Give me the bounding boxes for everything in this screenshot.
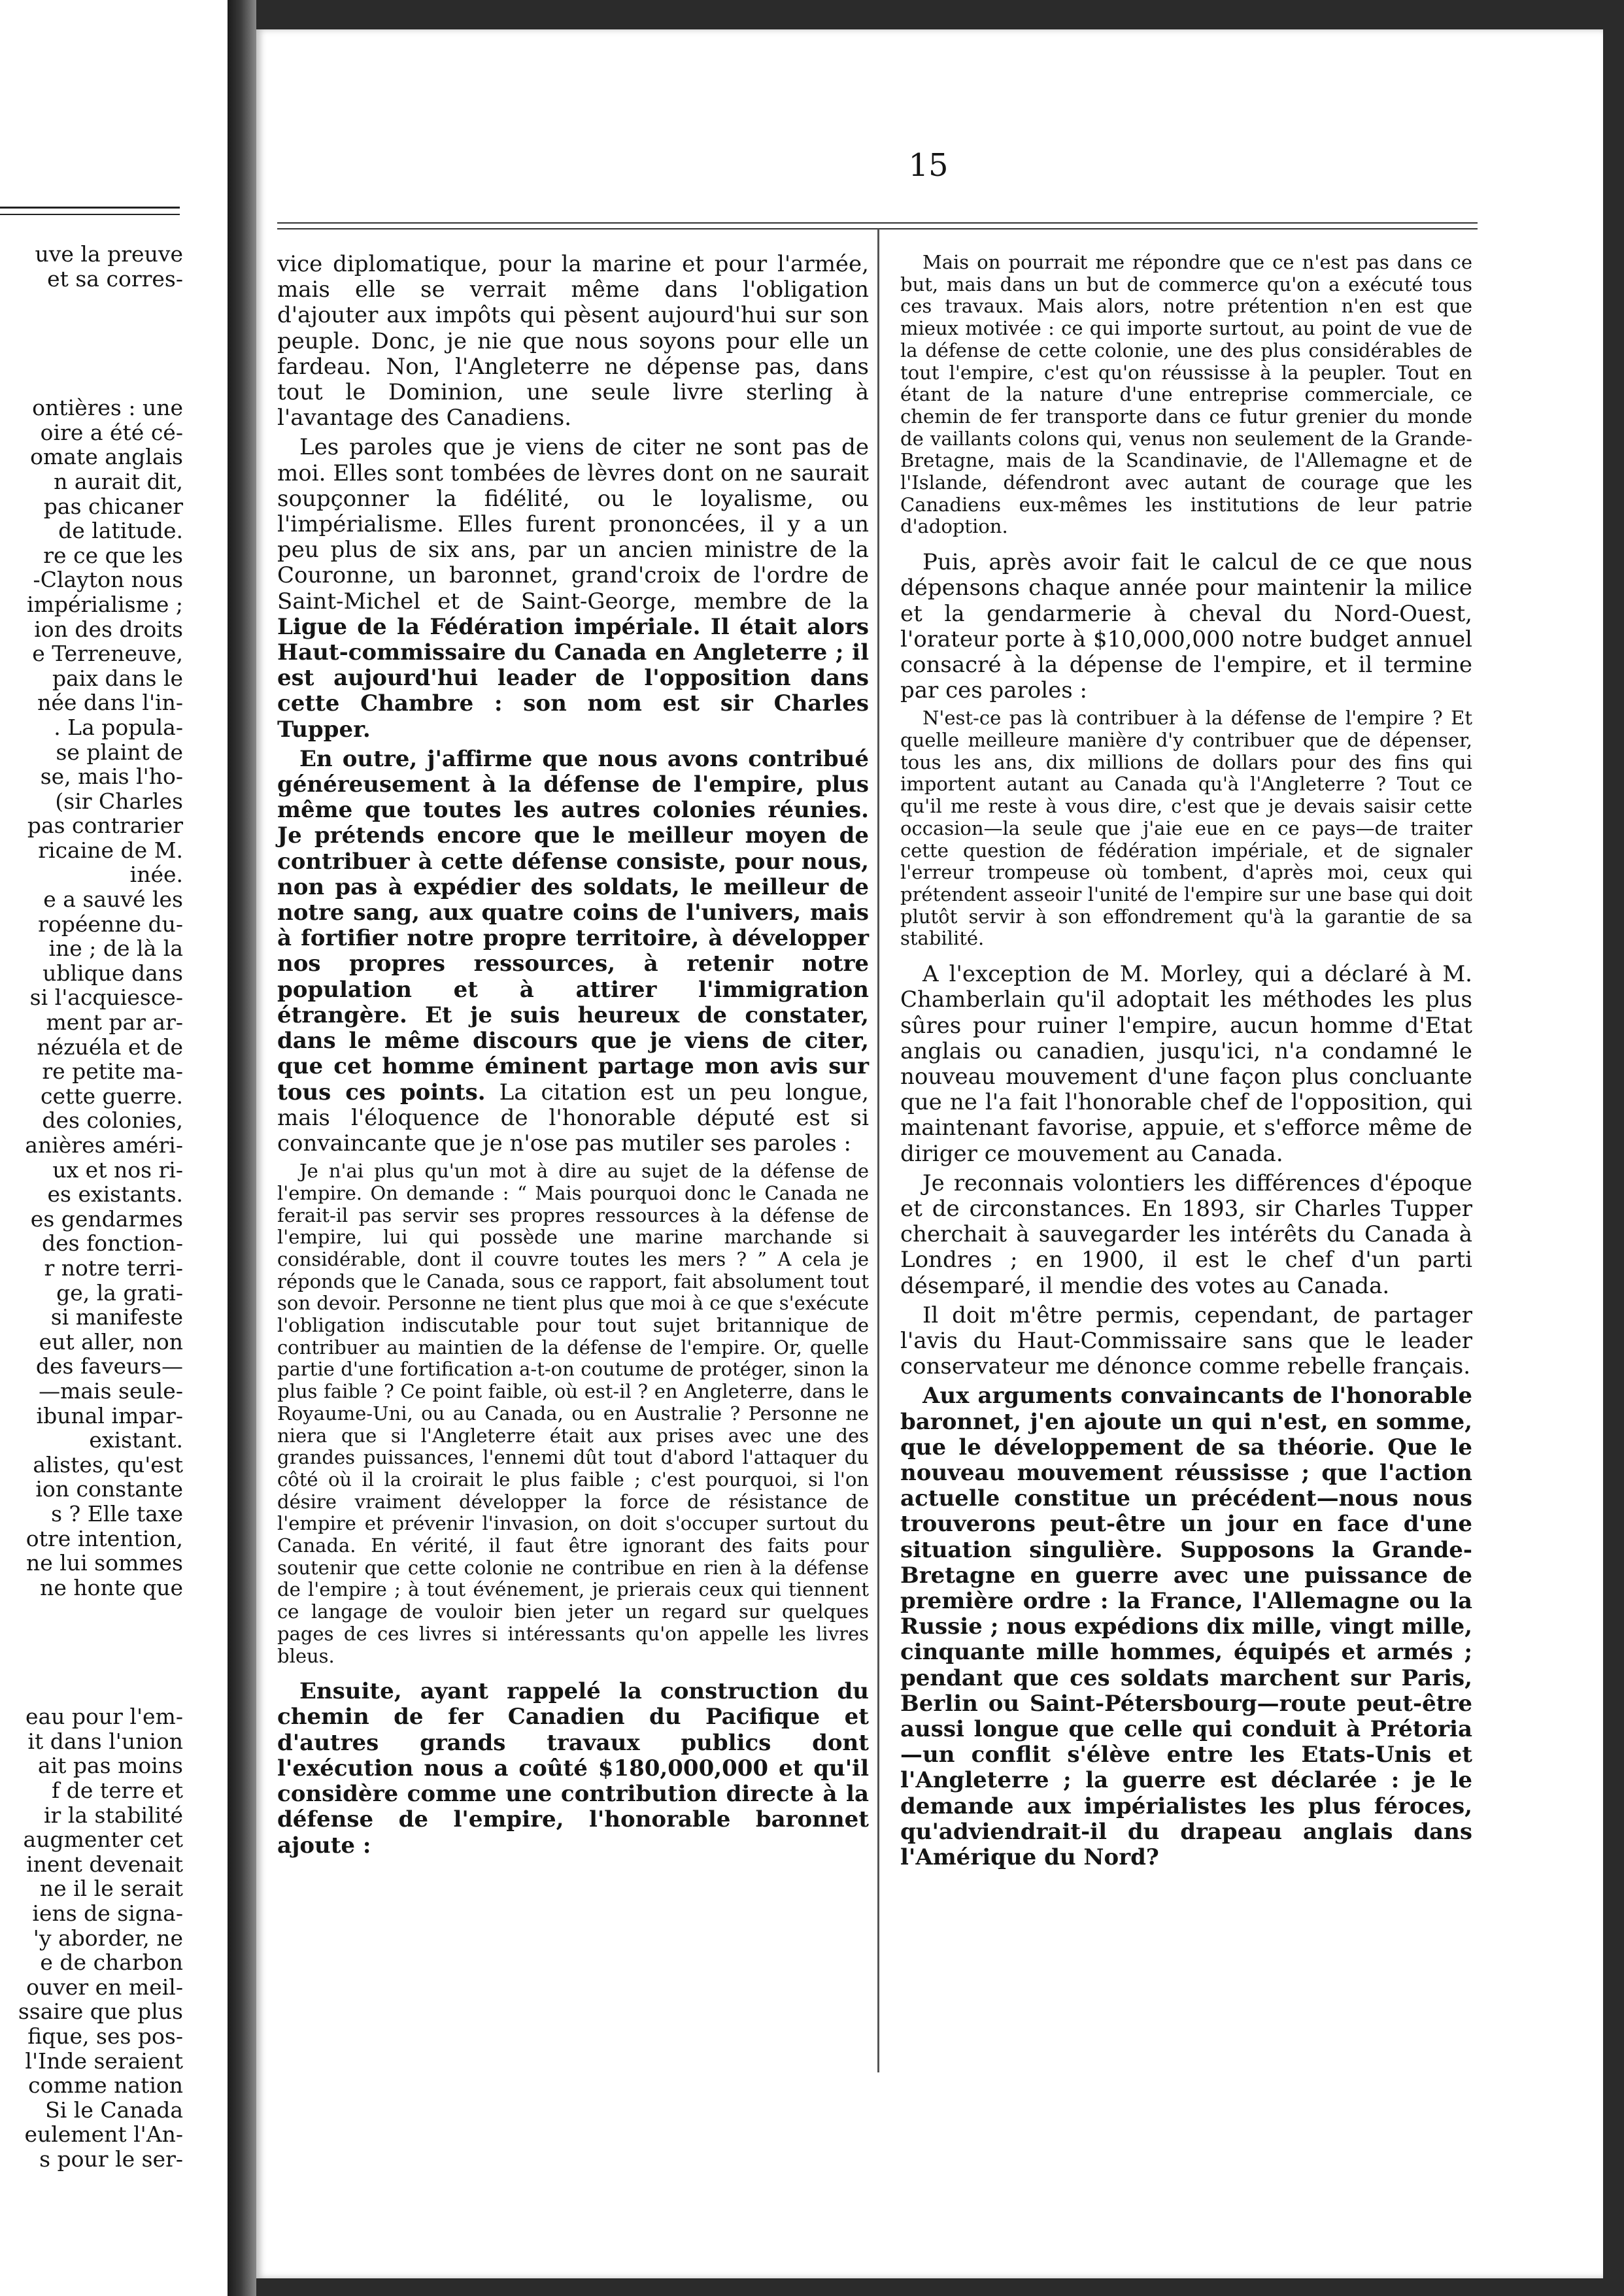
block-quote <box>277 1160 869 1667</box>
facing-page-line: ne honte que <box>40 1574 183 1600</box>
facing-page-line: e a sauvé les <box>43 886 183 913</box>
facing-page-line: inent devenait <box>26 1851 183 1877</box>
facing-page-text <box>0 242 183 2172</box>
paragraph-part: La citation est un peu longue, mais l'éloquence de l'honorable député est si convaincante que je n'ose pas mutiler ses paroles : <box>277 1079 869 1156</box>
facing-page-line: oire a été cé- <box>40 419 183 445</box>
facing-page-line: ment par ar- <box>46 1009 183 1036</box>
facing-page-line: —mais seule- <box>39 1377 183 1404</box>
page-number: 15 <box>908 147 949 184</box>
right-column <box>900 252 1472 1874</box>
facing-page-line: eau pour l'em- <box>25 1704 183 1730</box>
facing-page-line: n aurait dit, <box>54 468 183 494</box>
facing-page-line: ropéenne du- <box>38 911 183 937</box>
facing-page-line: eut aller, non <box>39 1328 183 1355</box>
facing-page-line: se plaint de <box>56 739 183 765</box>
block-quote <box>900 707 1472 950</box>
facing-page-line: ir la stabilité <box>44 1802 183 1828</box>
facing-page-line: uve la preuve <box>35 241 183 267</box>
facing-page-line: re ce que les <box>43 542 183 568</box>
facing-page-line: ibunal impar- <box>36 1402 183 1428</box>
paragraph-part-bold: En outre, j'affirme que nous avons contribué généreusement à la défense de l'empire, plus même que toutes les autres colonies réunies. Je prétends encore que le meilleur moyen de contribuer à cette défense consiste, pour nous, non pas à expédier des soldats, le meilleur de notre sang, aux quatre coins de l'univers, mais à fortifier notre propre territoire, à développer nos propres ressources, à retenir notre population et à attirer l'immigration étrangère. Et je suis heureux de constater, dans le même discours que je viens de citer, que cet homme éminent partage mon avis sur tous ces points. <box>277 745 869 1106</box>
facing-page-line: née dans l'in- <box>37 690 183 716</box>
facing-page-line: s ? Elle taxe <box>51 1500 183 1527</box>
facing-page-line: des faveurs— <box>35 1353 183 1379</box>
facing-page-line: 'y aborder, ne <box>33 1925 183 1951</box>
facing-page-line: f de terre et <box>52 1778 183 1804</box>
facing-page-line: re petite ma- <box>42 1058 183 1085</box>
facing-page-line: ne il le serait <box>39 1876 183 1902</box>
facing-page-line: ge, la grati- <box>56 1279 183 1306</box>
facing-page-line: iens de signa- <box>32 1900 183 1927</box>
facing-page-line: ontières : une <box>32 395 183 421</box>
facing-page <box>0 0 228 2296</box>
facing-page-line: (sir Charles <box>55 788 183 814</box>
facing-page-line: e de charbon <box>40 1950 183 1976</box>
facing-page-line: paix dans le <box>52 665 183 691</box>
facing-page-line: inée. <box>129 862 183 888</box>
paragraph: Il doit m'être permis, cependant, de partager l'avis du Haut-Commissaire sans que le leader conservateur me dénonce comme rebelle français. <box>900 1302 1472 1380</box>
facing-page-gap <box>0 291 183 396</box>
facing-page-line: cette guerre. <box>40 1083 183 1109</box>
facing-page-line: de latitude. <box>58 518 183 544</box>
facing-page-line: eulement l'An- <box>24 2121 183 2148</box>
facing-page-line: otre intention, <box>25 1525 183 1551</box>
facing-page-line: omate anglais <box>30 444 183 470</box>
facing-page-line: ux et nos ri- <box>52 1156 183 1183</box>
facing-page-line: ion constante <box>35 1476 183 1502</box>
facing-page-line: -Clayton nous <box>33 567 183 593</box>
facing-page-line: fique, ses pos- <box>27 2023 183 2049</box>
facing-page-line: existant. <box>89 1427 183 1453</box>
paragraph <box>277 747 869 1156</box>
paragraph: Puis, après avoir fait le calcul de ce que nous dépensons chaque année pour maintenir la milice et la gendarmerie à cheval du Nord-Ouest, l'orateur porte à $10,000,000 notre budget annuel consacré à la dépense de l'empire, et il termine par ces paroles : <box>900 549 1472 704</box>
facing-page-line: augmenter cet <box>23 1827 183 1853</box>
facing-page-line: es existants. <box>47 1181 183 1207</box>
facing-page-line: l'Inde seraient <box>25 2048 183 2074</box>
quote-text: Mais on pourrait me répondre que ce n'est pas dans ce but, mais dans un but de commerce qu'on a exécuté tous ces travaux. Mais alors, notre prétention n'en est que mieux motivée : ce qui importe surtout, au point de vue de la défense de cette colonie, une des plus considérables de tout l'empire, c'est qu'on réussisse à la peupler. Tout en étant de la nature d'une entreprise commerciale, ce chemin de fer transporte dans ce futur grenier du monde de vaillants colons qui, venus non seulement de la Grande-Bretagne, mais de la Scandinavie, de l'Allemagne et de l'Islande, défendront avec autant de courage que les Canadiens eux-mêmes les institutions de leur patrie d'adoption. <box>900 251 1472 538</box>
facing-page-line: impérialisme ; <box>27 591 183 617</box>
paragraph: Ensuite, ayant rappelé la construction du chemin de fer Canadien du Pacifique et d'autres grands travaux publics dont l'exécution nous a coûté $180,000,000 et qu'il considère comme une contribution directe à la défense de l'empire, l'honorable baronnet ajoute : <box>277 1678 869 1859</box>
facing-page-line: ait pas moins <box>37 1753 183 1779</box>
block-quote <box>900 252 1472 538</box>
paragraph-part: Les paroles que je viens de citer ne sont pas de moi. Elles sont tombées de lèvres dont on ne saurait soupçonner la fidélité, ou le loyalisme, ou l'impérialisme. Elles furent prononcées, il y a un peu plus de six ans, par un ancien ministre de la Couronne, un baronnet, grand'croix de l'ordre de Saint-Michel et de Saint-George, membre de la <box>277 434 869 615</box>
facing-page-line: et sa corres- <box>47 265 183 292</box>
facing-page-line: si l'acquiesce- <box>29 985 183 1011</box>
facing-page-line: s pour le ser- <box>39 2146 183 2172</box>
facing-page-line: es gendarmes <box>30 1206 183 1232</box>
paragraph-part-bold: Ligue de la Fédération impériale. Il était alors Haut-commissaire du Canada en Angleterre ; il est aujourd'hui leader de l'opposition dans cette Chambre : son nom est sir Charles Tupper. <box>277 613 869 743</box>
facing-page-line: Si le Canada <box>45 2097 183 2123</box>
facing-page-line: ouver en meil- <box>26 1974 183 2000</box>
paragraph: vice diplomatique, pour la marine et pour l'armée, mais elle se verrait même dans l'obligation d'ajouter aux impôts qui pèsent aujourd'hui sur son peuple. Donc, je nie que nous soyons pour elle un fardeau. Non, l'Angleterre ne dépense pas, dans tout le Dominion, une seule livre sterling à l'avantage des Canadiens. <box>277 251 869 431</box>
facing-page-line: nézuéla et de <box>37 1034 183 1060</box>
facing-page-line: ne lui sommes <box>26 1550 183 1576</box>
facing-page-line: des colonies, <box>42 1107 183 1134</box>
facing-page-line: ublique dans <box>42 960 183 986</box>
facing-page-rule <box>0 207 180 215</box>
facing-page-line: pas contrarier <box>27 813 183 839</box>
paragraph <box>277 435 869 742</box>
facing-page-line: comme nation <box>28 2072 183 2099</box>
facing-page-line: ricaine de M. <box>38 837 183 863</box>
main-page <box>256 29 1603 2278</box>
left-column <box>277 252 869 1863</box>
facing-page-line: ion des droits <box>34 616 183 642</box>
facing-page-line: it dans l'union <box>27 1728 183 1754</box>
facing-page-line: . La popula- <box>54 714 183 740</box>
paragraph: A l'exception de M. Morley, qui a déclaré à M. Chamberlain qu'il adoptait les méthodes les plus sûres pour ruiner l'empire, aucun homme d'Etat anglais ou canadien, jusqu'ici, n'a condamné le nouveau mouvement d'une façon plus concluante que ne l'a fait l'honorable chef de l'opposition, qui maintenant favorise, appuie, et s'efforce même de diriger ce mouvement au Canada. <box>900 961 1472 1167</box>
column-divider <box>877 229 879 2072</box>
facing-page-line: anières améri- <box>25 1132 183 1158</box>
quote-text: N'est-ce pas là contribuer à la défense de l'empire ? Et quelle meilleure manière d'y contribuer que de dépenser, tous les ans, dix millions de dollars pour des fins qui importent autant au Canada qu'à l'Angleterre ? Tout ce qu'il me reste à vous dire, c'est que je devais saisir cette occasion—la seule que j'aie eue en ce pays—de traiter cette question de fédération impériale, et de signaler l'erreur trompeuse où tombent, d'après moi, ceux qui prétendent asseoir l'unité de l'empire sur une base qui doit plutôt servir à son effondrement qu'à la garantie de sa stabilité. <box>900 707 1472 950</box>
facing-page-line: ssaire que plus <box>18 1999 183 2025</box>
book-gutter <box>228 0 256 2296</box>
quote-text: Je n'ai plus qu'un mot à dire au sujet de la défense de l'empire. On demande : “ Mais pourquoi donc le Canada ne ferait-il pas servir ses propres ressources à la défense de l'empire, lui qui possède une marine marchande si considérable, dont il couvre toutes les mers ? ” A cela je réponds que le Canada, sous ce rapport, fait absolument tout son devoir. Personne ne tient plus que moi à ce que s'exécute l'obligation indiscutable pour tout sujet britannique de contribuer au maintien de la défense de l'empire. Or, quelle partie d'une fortification a-t-on coutume de protéger, sinon la plus faible ? Ce point faible, où est-il ? en Angleterre, dans le Royaume-Uni, ou au Canada, ou en Australie ? Personne ne niera que si l'Angleterre était aux prises avec une des grandes puissances, l'ennemi dût tout d'abord l'attaquer du côté où il la croirait le plus faible ; c'est pourquoi, si l'on désire vraiment développer la force de résistance de l'empire et prévenir l'invasion, on doit s'occuper surtout du Canada. En vérité, il faut être ignorant des faits pour soutenir que cette colonie ne contribue en rien à la défense de l'empire ; à tout événement, je prierais ceux qui tiennent ce langage de vouloir bien jeter un regard sur quelques pages de ces livres si intéressants qu'on appelle les livres bleus. <box>277 1160 869 1667</box>
facing-page-line: des fonction- <box>42 1230 183 1257</box>
facing-page-line: se, mais l'ho- <box>40 764 183 790</box>
paragraph: Aux arguments convaincants de l'honorable baronnet, j'en ajoute un qui n'est, en somme, que le développement de sa théorie. Que le nouveau mouvement réussisse ; que l'action actuelle constitue un précédent—nous nous trouverons peut-être un jour en face d'une situation singulière. Supposons la Grande-Bretagne en guerre avec une puissance de première ordre : la France, l'Allemagne ou la Russie ; nous expédions dix mille, vingt mille, cinquante mille hommes, équipés et armés ; pendant que ces soldats marchent sur Paris, Berlin ou Saint-Pétersbourg—route peut-être aussi longue que celle qui conduit à Prétoria—un conflit s'élève entre les Etats-Unis et l'Angleterre ; la guerre est déclarée : je le demande aux impérialistes les plus féroces, qu'adviendrait-il du drapeau anglais dans l'Amérique du Nord? <box>900 1383 1472 1870</box>
facing-page-line: e Terreneuve, <box>32 641 183 667</box>
facing-page-line: si manifeste <box>50 1304 183 1330</box>
facing-page-line: pas chicaner <box>43 493 183 519</box>
paragraph: Je reconnais volontiers les différences d'époque et de circonstances. En 1893, sir Charles Tupper cherchait à sauvegarder les intérêts du Canada à Londres ; en 1900, il est le chef d'un parti désemparé, il mendie des votes au Canada. <box>900 1170 1472 1299</box>
facing-page-line: r notre terri- <box>44 1255 183 1281</box>
facing-page-line: ine ; de là la <box>48 936 183 962</box>
facing-page-gap <box>0 1600 183 1704</box>
facing-page-line: alistes, qu'est <box>33 1451 183 1477</box>
